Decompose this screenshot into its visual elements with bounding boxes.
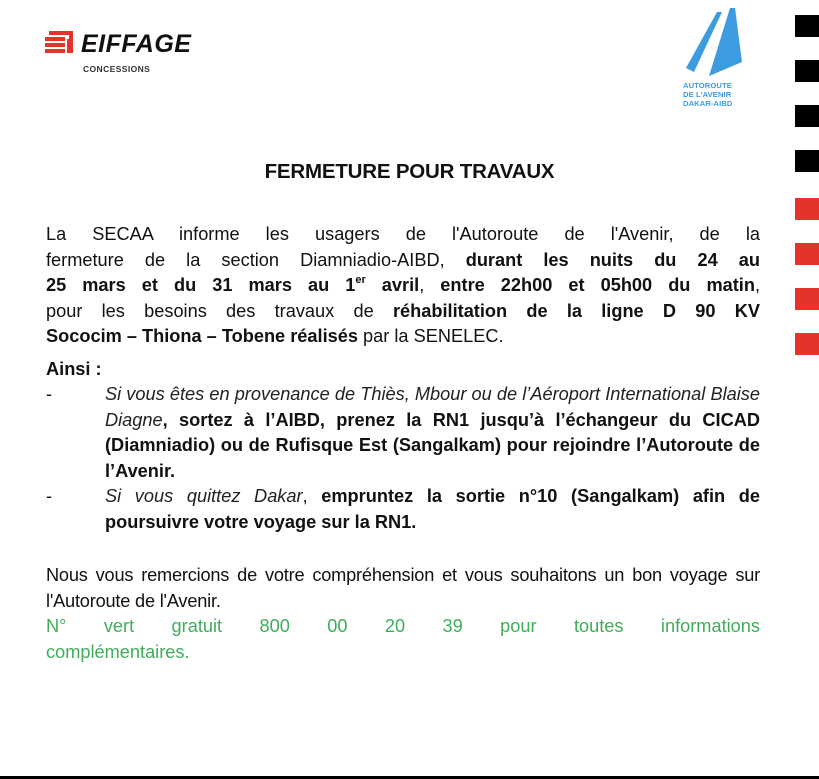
detour-route-text: , sortez à l’AIBD, prenez la RN1 jusqu’à l’échangeur du CICAD (Diamniadio) ou de Rufisque Est (Sangalkam) pour rejoindre l’Autoroute de l’Avenir.	[105, 409, 760, 481]
works-description-text: Sococim – Thiona – Tobene réalisés	[46, 326, 358, 346]
closure-dates-part: avril	[365, 275, 420, 295]
eiffage-logo-icon	[45, 31, 73, 55]
works-description-text: réhabilitation de la ligne D 90 KV	[392, 300, 761, 321]
hotline-paragraph: N° vert gratuit 800 00 20 39 pour toutes informations complémentaires.	[46, 616, 760, 662]
eiffage-subtitle: CONCESSIONS	[83, 64, 151, 74]
closure-dates-text	[46, 275, 419, 295]
side-bar-red	[795, 243, 819, 265]
eiffage-wordmark: EIFFAGE	[81, 30, 192, 58]
intro-line	[46, 273, 760, 299]
intro-text: pour les besoins des travaux de	[46, 300, 393, 321]
closure-nights-text: durant les nuits du 24 au	[465, 249, 760, 270]
logo-line-2: DE L'AVENIR	[683, 90, 732, 99]
dash-bullet: -	[46, 384, 53, 404]
closure-hours-text: entre 22h00 et 05h00 du matin	[440, 275, 755, 295]
dash-bullet: -	[46, 486, 53, 506]
logo-line-1: AUTOROUTE	[683, 81, 732, 90]
side-bar-red	[795, 198, 819, 220]
decorative-side-bars	[795, 0, 819, 380]
ordinal-superscript: er	[355, 274, 366, 286]
closing-paragraph: Nous vous remercions de votre compréhension et vous souhaitons un bon voyage sur l'Autoroute de l'Avenir.	[46, 565, 760, 611]
intro-text: par la SENELEC.	[357, 326, 504, 346]
intro-text: ,	[754, 275, 761, 295]
intro-line	[46, 324, 760, 350]
separator-text: ,	[302, 486, 322, 506]
logo-line-3: DAKAR-AIBD	[683, 99, 733, 108]
detour-condition-text: Si vous quittez Dakar	[105, 486, 303, 506]
notice-title: FERMETURE POUR TRAVAUX	[264, 160, 555, 183]
intro-text: ,	[419, 275, 441, 295]
side-bar-red	[795, 333, 819, 355]
detour-condition-text: Si vous êtes en provenance de Thiès, Mbour ou de l’Aéroport International Blaise Diagne	[105, 384, 760, 430]
side-bar-black	[795, 60, 819, 82]
eiffage-concessions-logo	[45, 31, 205, 76]
autoroute-avenir-logo	[680, 6, 750, 116]
intro-paragraph	[46, 222, 760, 350]
closure-dates-part: 25 mars et du 31 mars au 1	[46, 275, 356, 295]
road-perspective-icon	[680, 6, 750, 78]
side-bar-red	[795, 288, 819, 310]
intro-text: fermeture de la section Diamniadio-AIBD,	[46, 249, 466, 270]
side-bar-black	[795, 15, 819, 37]
intro-line	[46, 222, 760, 248]
intro-line	[46, 248, 760, 274]
detour-instruction-item	[46, 382, 760, 484]
detour-instruction-item	[46, 484, 760, 535]
side-bar-black	[795, 105, 819, 127]
autoroute-avenir-logo-text	[683, 81, 733, 108]
ainsi-label: Ainsi :	[46, 358, 102, 379]
notice-body	[46, 222, 760, 665]
detour-route-text: empruntez la sortie n°10 (Sangalkam) afin de poursuivre votre voyage sur la RN1.	[105, 486, 760, 532]
intro-line	[46, 299, 760, 325]
intro-text: La SECAA informe les usagers de l'Autoroute de l'Avenir, de la	[46, 224, 760, 244]
